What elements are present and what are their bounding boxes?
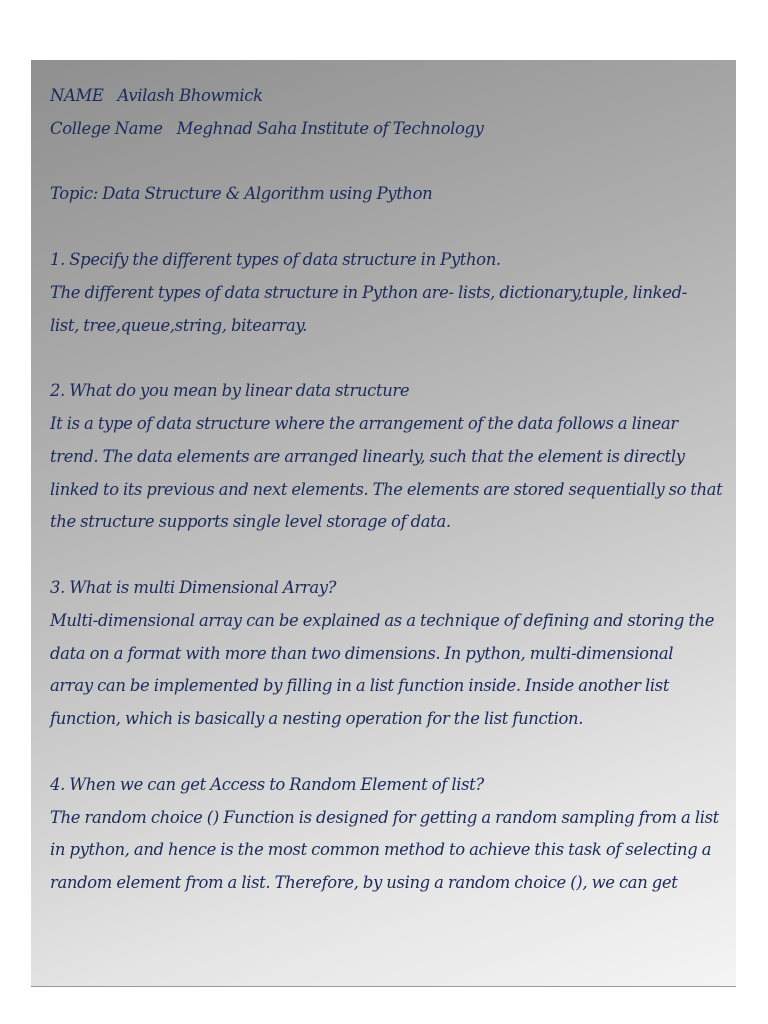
answer-1-line-2: list, tree,queue,string, bitearray. <box>50 315 307 335</box>
answer-3-line-1: Multi-dimensional array can be explained as a technique of defining and storing the <box>50 610 715 630</box>
question-2: 2. What do you mean by linear data structure <box>50 381 410 401</box>
answer-1-line-1: The different types of data structure in Python are- lists, dictionary,tuple, linked- <box>50 282 687 302</box>
question-1: 1. Specify the different types of data structure in Python. <box>50 249 501 269</box>
answer-4-line-1: The random choice () Function is designed for getting a random sampling from a list <box>50 807 719 827</box>
college-label: College Name <box>50 118 163 138</box>
spacer <box>50 539 722 572</box>
answer-2-line-3: linked to its previous and next elements. The elements are stored sequentially so that <box>50 479 723 499</box>
spacer <box>50 736 722 769</box>
name-line <box>50 80 722 113</box>
college-line <box>50 113 722 146</box>
spacer <box>50 146 722 179</box>
name-value: Avilash Bhowmick <box>117 86 263 105</box>
question-4: 4. When we can get Access to Random Element of list? <box>50 774 484 794</box>
answer-3-line-2: data on a format with more than two dimensions. In python, multi-dimensional <box>50 643 674 663</box>
answer-4-line-2: in python, and hence is the most common method to achieve this task of selecting a <box>50 840 712 860</box>
answer-2-line-4: the structure supports single level storage of data. <box>50 512 451 532</box>
answer-2-line-1: It is a type of data structure where the arrangement of the data follows a linear <box>50 413 678 433</box>
question-3: 3. What is multi Dimensional Array? <box>50 577 337 597</box>
answer-2-line-2: trend. The data elements are arranged linearly, such that the element is directly <box>50 446 685 466</box>
handwritten-content <box>50 80 722 900</box>
name-label: NAME <box>50 86 104 105</box>
answer-3-line-4: function, which is basically a nesting operation for the list function. <box>50 709 584 729</box>
college-value: Meghnad Saha Institute of Technology <box>176 118 484 138</box>
answer-3-line-3: array can be implemented by filling in a list function inside. Inside another list <box>50 676 670 696</box>
answer-4-line-3: random element from a list. Therefore, by using a random choice (), we can get <box>50 873 678 893</box>
topic-line: Topic: Data Structure & Algorithm using Python <box>50 184 433 204</box>
document-page <box>31 60 736 987</box>
spacer <box>50 211 722 244</box>
spacer <box>50 342 722 375</box>
